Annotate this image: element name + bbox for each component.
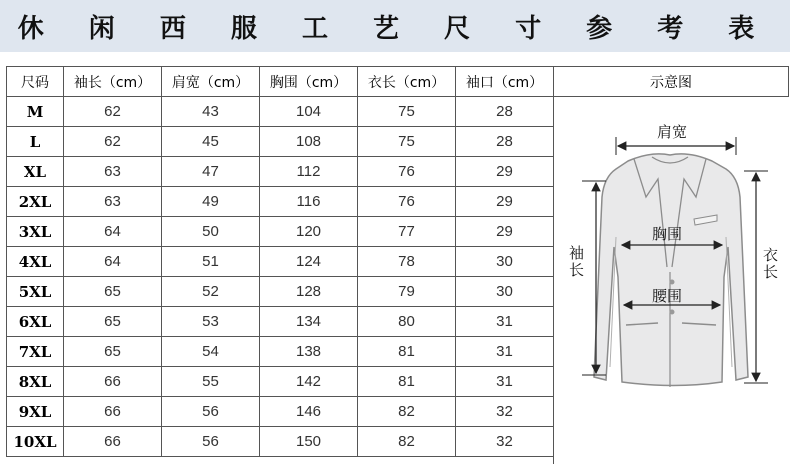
table-row bbox=[7, 427, 554, 457]
value-cell: 63 bbox=[64, 187, 162, 217]
value-cell: 142 bbox=[260, 367, 358, 397]
header-shoulder-width: 肩宽（cm） bbox=[162, 67, 260, 97]
value-cell: 55 bbox=[162, 367, 260, 397]
header-size: 尺码 bbox=[7, 67, 64, 97]
value-cell: 29 bbox=[456, 157, 554, 187]
chest-label: 胸围 bbox=[652, 225, 683, 243]
diagram-header: 示意图 bbox=[553, 66, 789, 97]
value-cell: 81 bbox=[358, 367, 456, 397]
value-cell: 62 bbox=[64, 97, 162, 127]
value-cell: 62 bbox=[64, 127, 162, 157]
value-cell: 150 bbox=[260, 427, 358, 457]
button-bottom bbox=[670, 310, 675, 315]
value-cell: 49 bbox=[162, 187, 260, 217]
value-cell: 124 bbox=[260, 247, 358, 277]
table-row bbox=[7, 187, 554, 217]
value-cell: 77 bbox=[358, 217, 456, 247]
value-cell: 28 bbox=[456, 127, 554, 157]
value-cell: 54 bbox=[162, 337, 260, 367]
table-body bbox=[7, 97, 554, 457]
value-cell: 104 bbox=[260, 97, 358, 127]
size-cell: 10XL bbox=[7, 427, 64, 457]
length-label: 衣长 bbox=[761, 247, 779, 281]
value-cell: 64 bbox=[64, 247, 162, 277]
value-cell: 30 bbox=[456, 247, 554, 277]
table-row bbox=[7, 97, 554, 127]
value-cell: 32 bbox=[456, 397, 554, 427]
value-cell: 29 bbox=[456, 187, 554, 217]
size-cell: 5XL bbox=[7, 277, 64, 307]
table-row bbox=[7, 337, 554, 367]
value-cell: 52 bbox=[162, 277, 260, 307]
table-row bbox=[7, 247, 554, 277]
value-cell: 28 bbox=[456, 97, 554, 127]
value-cell: 56 bbox=[162, 397, 260, 427]
jacket-diagram bbox=[553, 97, 789, 464]
value-cell: 128 bbox=[260, 277, 358, 307]
value-cell: 76 bbox=[358, 187, 456, 217]
size-cell: XL bbox=[7, 157, 64, 187]
size-cell: 2XL bbox=[7, 187, 64, 217]
value-cell: 79 bbox=[358, 277, 456, 307]
table-row bbox=[7, 157, 554, 187]
value-cell: 116 bbox=[260, 187, 358, 217]
header-sleeve-length: 袖长（cm） bbox=[64, 67, 162, 97]
table-row bbox=[7, 127, 554, 157]
value-cell: 30 bbox=[456, 277, 554, 307]
page-title: 休 闲 西 服 工 艺 尺 寸 参 考 表 bbox=[17, 13, 773, 44]
value-cell: 65 bbox=[64, 277, 162, 307]
value-cell: 78 bbox=[358, 247, 456, 277]
value-cell: 65 bbox=[64, 337, 162, 367]
header-length: 衣长（cm） bbox=[358, 67, 456, 97]
value-cell: 32 bbox=[456, 427, 554, 457]
table-row bbox=[7, 397, 554, 427]
value-cell: 134 bbox=[260, 307, 358, 337]
shoulder-label: 肩宽 bbox=[657, 123, 688, 141]
value-cell: 76 bbox=[358, 157, 456, 187]
size-cell: 4XL bbox=[7, 247, 64, 277]
table-row bbox=[7, 277, 554, 307]
jacket-illustration bbox=[554, 97, 790, 464]
value-cell: 50 bbox=[162, 217, 260, 247]
value-cell: 80 bbox=[358, 307, 456, 337]
value-cell: 146 bbox=[260, 397, 358, 427]
value-cell: 63 bbox=[64, 157, 162, 187]
value-cell: 66 bbox=[64, 427, 162, 457]
value-cell: 56 bbox=[162, 427, 260, 457]
size-cell: 9XL bbox=[7, 397, 64, 427]
value-cell: 45 bbox=[162, 127, 260, 157]
size-cell: L bbox=[7, 127, 64, 157]
value-cell: 66 bbox=[64, 367, 162, 397]
value-cell: 29 bbox=[456, 217, 554, 247]
value-cell: 75 bbox=[358, 127, 456, 157]
value-cell: 31 bbox=[456, 367, 554, 397]
header-chest: 胸围（cm） bbox=[260, 67, 358, 97]
jacket-body bbox=[594, 154, 748, 386]
value-cell: 53 bbox=[162, 307, 260, 337]
size-cell: 8XL bbox=[7, 367, 64, 397]
value-cell: 81 bbox=[358, 337, 456, 367]
value-cell: 43 bbox=[162, 97, 260, 127]
value-cell: 138 bbox=[260, 337, 358, 367]
value-cell: 120 bbox=[260, 217, 358, 247]
size-cell: 7XL bbox=[7, 337, 64, 367]
size-cell: M bbox=[7, 97, 64, 127]
value-cell: 47 bbox=[162, 157, 260, 187]
value-cell: 112 bbox=[260, 157, 358, 187]
value-cell: 75 bbox=[358, 97, 456, 127]
title-bar bbox=[0, 0, 790, 52]
value-cell: 31 bbox=[456, 337, 554, 367]
value-cell: 64 bbox=[64, 217, 162, 247]
table-row bbox=[7, 307, 554, 337]
size-cell: 3XL bbox=[7, 217, 64, 247]
value-cell: 66 bbox=[64, 397, 162, 427]
value-cell: 82 bbox=[358, 397, 456, 427]
value-cell: 108 bbox=[260, 127, 358, 157]
value-cell: 65 bbox=[64, 307, 162, 337]
size-cell: 6XL bbox=[7, 307, 64, 337]
value-cell: 51 bbox=[162, 247, 260, 277]
button-top bbox=[670, 280, 675, 285]
waist-label: 腰围 bbox=[652, 287, 683, 305]
value-cell: 31 bbox=[456, 307, 554, 337]
table-header-row bbox=[7, 67, 554, 97]
sleeve-label: 袖长 bbox=[567, 245, 585, 279]
value-cell: 82 bbox=[358, 427, 456, 457]
size-table bbox=[6, 66, 554, 457]
table-row bbox=[7, 367, 554, 397]
header-cuff: 袖口（cm） bbox=[456, 67, 554, 97]
table-row bbox=[7, 217, 554, 247]
